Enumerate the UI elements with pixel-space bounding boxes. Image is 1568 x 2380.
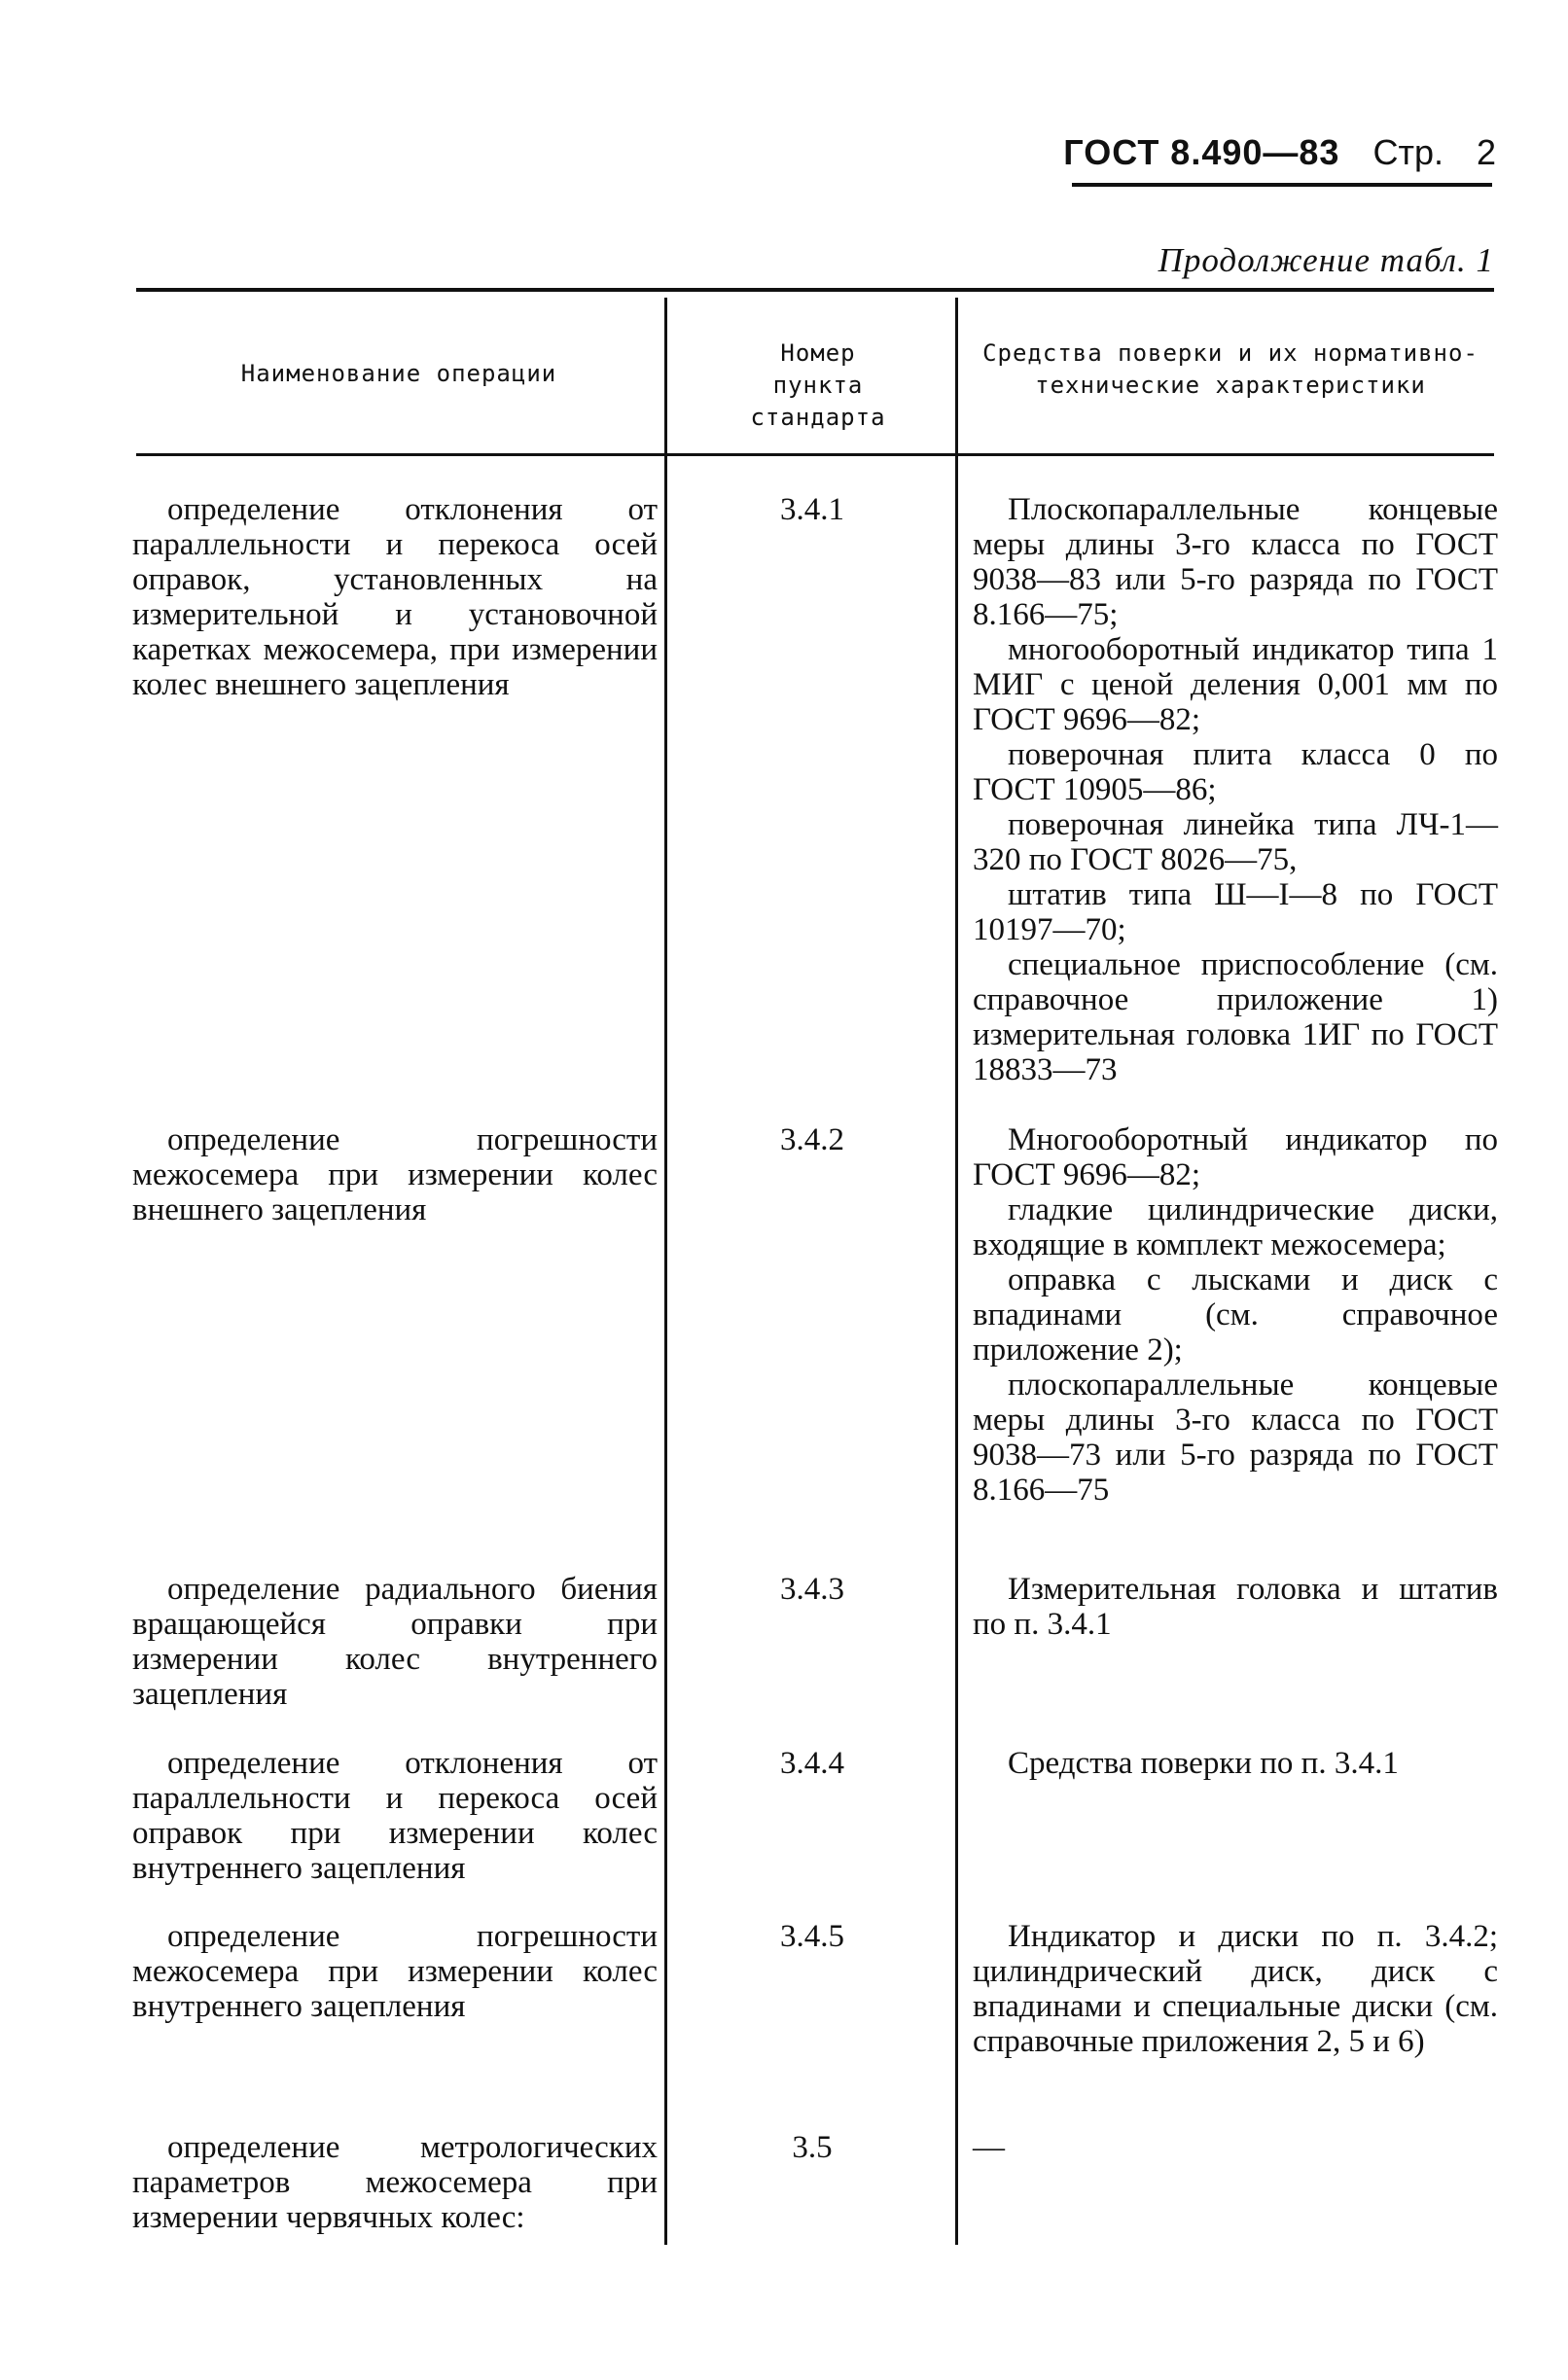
table-row-means: Средства поверки по п. 3.4.1 xyxy=(1008,1746,1399,1781)
column-header-means: Средства поверки и их нормативно-технические характеристики xyxy=(982,339,1479,399)
column-header-number: Номер пункта стандарта xyxy=(750,339,886,431)
table-row-means: Многооборотный индикатор по ГОСТ 9696—82; гладкие цилиндрические диски, входящие в комплект межосемера; оправка с лысками и диск с впадинами (см. справочное приложение 2); плоскопараллельные концевые меры длины 3-го класса по ГОСТ 9038—73 или 5-го разряда по ГОСТ 8.166—75 xyxy=(973,1122,1498,1508)
table-row-operation: определение погрешности межосемера при измерении колес внутреннего зацепления xyxy=(132,1919,658,2024)
table-row-operation: определение метрологических параметров межосемера при измерении червячных колес: xyxy=(132,2130,658,2235)
header-rule xyxy=(1072,183,1492,187)
column-divider-2 xyxy=(955,298,958,2245)
table-row-number: 3.5 xyxy=(792,2130,833,2165)
table-row-operation: определение радиального биения вращающейся оправки при измерении колес внутреннего зацепления xyxy=(132,1572,658,1712)
table-row-operation: определение отклонения от параллельности и перекоса осей оправок, установленных на измерительной и установочной каретках межосемера, при измерении колес внешнего зацепления xyxy=(132,492,658,702)
column-header-operation: Наименование операции xyxy=(240,360,557,387)
table-row-operation: определение погрешности межосемера при измерении колес внешнего зацепления xyxy=(132,1122,658,1227)
table-row-means: Плоскопараллельные концевые меры длины 3-го класса по ГОСТ 9038—83 или 5-го разряда по ГОСТ 8.166—75; многооборотный индикатор типа 1 МИГ с ценой деления 0,001 мм по ГОСТ 9696—82; поверочная плита класса 0 по ГОСТ 10905—86; поверочная линейка типа ЛЧ-1—320 по ГОСТ 8026—75, штатив типа Ш—I—8 по ГОСТ 10197—70; специальное приспособление (см. справочное приложение 1) измерительная головка 1ИГ по ГОСТ 18833—73 xyxy=(973,492,1498,1087)
table-row-number: 3.4.2 xyxy=(780,1122,844,1157)
standard-number: ГОСТ 8.490—83 xyxy=(1063,132,1340,172)
table-continuation-label: Продолжение табл. 1 xyxy=(1158,241,1494,279)
table-row-number: 3.4.3 xyxy=(780,1572,844,1607)
page-label: Стр. xyxy=(1372,132,1443,172)
column-divider-1 xyxy=(664,298,667,2245)
table-header-rule xyxy=(136,453,1494,456)
page-number: 2 xyxy=(1476,132,1496,172)
table-row-means: Измерительная головка и штатив по п. 3.4.1 xyxy=(973,1572,1498,1642)
page-header xyxy=(1063,132,1496,173)
table-row-number: 3.4.5 xyxy=(780,1919,844,1954)
table-row-means: Индикатор и диски по п. 3.4.2; цилиндрический диск, диск с впадинами и специальные диски (см. справочные приложения 2, 5 и 6) xyxy=(973,1919,1498,2059)
table-row-means: — xyxy=(973,2130,1005,2165)
table-top-rule xyxy=(136,288,1494,292)
table-row-number: 3.4.1 xyxy=(780,492,844,527)
table-row-operation: определение отклонения от параллельности и перекоса осей оправок при измерении колес внутреннего зацепления xyxy=(132,1746,658,1886)
table-row-number: 3.4.4 xyxy=(780,1746,844,1781)
